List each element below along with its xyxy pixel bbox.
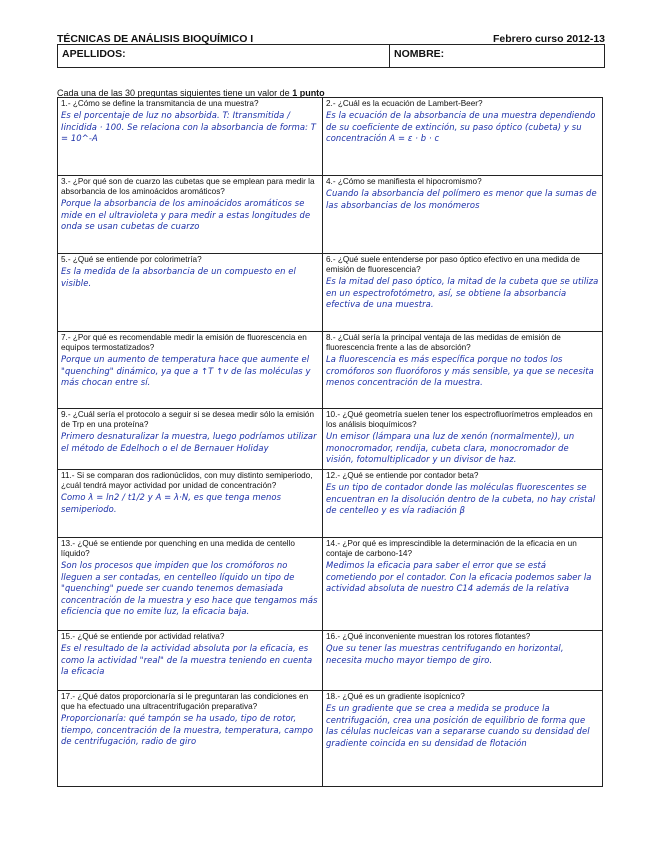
question-text: 10.- ¿Qué geometría suelen tener los espectrofluorímetros empleados en los análisis bioquímicos?	[326, 410, 593, 429]
answer-text: Que su tener las muestras centrifugando en horizontal, necesita mucho mayor tiempo de giro.	[326, 643, 564, 665]
question-row	[58, 409, 602, 470]
question-cell-12	[323, 470, 602, 537]
question-text: 12.- ¿Qué se entiende por contador beta?	[326, 471, 479, 480]
answer-text: Es un tipo de contador donde las moléculas fluorescentes se encuentran en la disolución dentro de la cubeta, no hay cristal de centelleo y es vía radiación β	[326, 482, 596, 515]
question-row	[58, 691, 602, 786]
question-text: 8.- ¿Cuál sería la principal ventaja de las medidas de emisión de fluorescencia frente a las de absorción?	[326, 333, 561, 352]
answer-text: Porque la absorbancia de los aminoácidos aromáticos se mide en el ultravioleta y para medir a estas longitudes de onda se usan cubetas de cuarzo	[61, 198, 311, 231]
question-cell-15	[58, 631, 323, 690]
answer-text: Medimos la eficacia para saber el error que se está cometiendo por el contador. Con la eficacia podemos saber la actividad absoluta de nuestro C14 además de la relativa	[326, 560, 592, 593]
answer-text: Es la ecuación de la absorbancia de una muestra dependiendo de su coeficiente de extinción, su paso óptico (cubeta) y su concentración A = ε · b · c	[326, 110, 596, 143]
answer-text: Proporcionaría: qué tampón se ha usado, tipo de rotor, tiempo, concentración de la muestra, temperatura, campo de centrifugación, radio de giro	[61, 713, 314, 746]
question-cell-2	[323, 98, 602, 175]
question-cell-17	[58, 691, 323, 786]
apellidos-label: APELLIDOS:	[62, 48, 126, 60]
question-row	[58, 98, 602, 176]
question-text: 9.- ¿Cuál sería el protocolo a seguir si se desea medir sólo la emisión de Trp en una proteína?	[61, 410, 315, 429]
exam-date: Febrero curso 2012-13	[492, 33, 605, 45]
instructions-text: Cada una de las 30 preguntas siguientes tiene un valor de	[57, 88, 290, 98]
question-text: 1.- ¿Cómo se define la transmitancia de una muestra?	[61, 99, 259, 108]
question-text: 3.- ¿Por qué son de cuarzo las cubetas que se emplean para medir la absorbancia de los aminoácidos aromáticos?	[61, 177, 315, 196]
question-text: 11.- Si se comparan dos radionúclidos, con muy distinto semiperiodo, ¿cuál tendrá mayor actividad por unidad de concentración?	[61, 471, 313, 490]
question-text: 13.- ¿Qué se entiende por quenching en una medida de centello líquido?	[61, 539, 295, 558]
question-cell-9	[58, 409, 323, 469]
answer-text: Es el resultado de la actividad absoluta por la eficacia, es como la actividad "real" de la muestra teniendo en cuenta la eficacia	[61, 643, 313, 676]
questions-grid	[57, 97, 603, 787]
question-text: 14.- ¿Por qué es imprescindible la determinación de la eficacia en un contaje de carbono-14?	[326, 539, 577, 558]
answer-text: Es el porcentaje de luz no absorbida. T: Itransmitida / Iincidida · 100. Se relaciona con la absorbancia de forma: T = 10^-A	[61, 110, 316, 143]
question-row	[58, 332, 602, 409]
answer-text: Es la mitad del paso óptico, la mitad de la cubeta que se utiliza en un espectrofotómetro, así, se obtiene la absorbancia efectiva de una muestra.	[326, 276, 599, 309]
question-cell-18	[323, 691, 602, 786]
question-cell-1	[58, 98, 323, 175]
question-text: 4.- ¿Cómo se manifiesta el hipocromismo?	[326, 177, 482, 186]
question-text: 18.- ¿Qué es un gradiente isopícnico?	[326, 692, 465, 701]
question-cell-14	[323, 538, 602, 630]
answer-text: Como λ = ln2 / t1/2 y A = λ·N, es que tenga menos semiperiodo.	[61, 492, 282, 514]
question-cell-8	[323, 332, 602, 408]
question-row	[58, 538, 602, 631]
student-name-box	[57, 44, 605, 68]
question-text: 2.- ¿Cuál es la ecuación de Lambert-Beer?	[326, 99, 483, 108]
exam-title: TÉCNICAS DE ANÁLISIS BIOQUÍMICO I	[57, 33, 254, 45]
nombre-field[interactable]	[390, 45, 604, 67]
apellidos-field[interactable]	[58, 45, 390, 67]
answer-text: Es la medida de la absorbancia de un compuesto en el visible.	[61, 266, 296, 288]
answer-text: Es un gradiente que se crea a medida se produce la centrifugación, crea una posición de equilibrio de forma que las células nucleicas van a separarse cuando su densidad del gradiente coincida en su densidad de flotación	[326, 703, 590, 748]
instructions-points: 1 punto	[292, 88, 325, 98]
question-cell-13	[58, 538, 323, 630]
question-text: 6.- ¿Qué suele entenderse por paso óptico efectivo en una medida de emisión de fluorescencia?	[326, 255, 580, 274]
nombre-label: NOMBRE:	[394, 48, 445, 60]
question-cell-5	[58, 254, 323, 331]
question-text: 17.- ¿Qué datos proporcionaría si le preguntaran las condiciones en que ha efectuado una ultracentrifugación preparativa?	[61, 692, 309, 711]
question-cell-10	[323, 409, 602, 469]
answer-text: Primero desnaturalizar la muestra, luego podríamos utilizar el método de Edelhoch o el de Bernauer Holiday	[61, 431, 317, 453]
question-row	[58, 176, 602, 254]
question-row	[58, 631, 602, 691]
answer-text: Son los procesos que impiden que los cromóforos no lleguen a ser contadas, en centelleo líquido un tipo de "quenching" puede ser cuando tenemos demasiada concentración de la muestra y eso hace que tengamos más eficiencia que no emite luz, la eficacia baja.	[61, 560, 318, 616]
question-cell-3	[58, 176, 323, 253]
question-cell-7	[58, 332, 323, 408]
answer-text: Cuando la absorbancia del polímero es menor que la sumas de las absorbancias de los monómeros	[326, 188, 597, 210]
question-text: 16.- ¿Qué inconveniente muestran los rotores flotantes?	[326, 632, 531, 641]
question-cell-11	[58, 470, 323, 537]
question-row	[58, 470, 602, 538]
question-cell-4	[323, 176, 602, 253]
answer-text: La fluorescencia es más específica porque no todos los cromóforos son fluoróforos y más sensible, ya que se necesita menos concentración de la muestra.	[326, 354, 594, 387]
answer-text: Un emisor (lámpara una luz de xenón (normalmente)), un monocromador, rendija, cubeta clara, monocromador de visión, fotomultiplicador y un divisor de haz.	[326, 431, 575, 464]
answer-text: Porque un aumento de temperatura hace que aumente el "quenching" dinámico, ya que a ↑T ↑v de las moléculas y más chocan entre sí.	[61, 354, 311, 387]
question-row	[58, 254, 602, 332]
question-cell-16	[323, 631, 602, 690]
question-cell-6	[323, 254, 602, 331]
question-text: 7.- ¿Por qué es recomendable medir la emisión de fluorescencia en equipos termostatizados?	[61, 333, 307, 352]
question-text: 5.- ¿Qué se entiende por colorimetría?	[61, 255, 202, 264]
question-text: 15.- ¿Qué se entiende por actividad relativa?	[61, 632, 225, 641]
